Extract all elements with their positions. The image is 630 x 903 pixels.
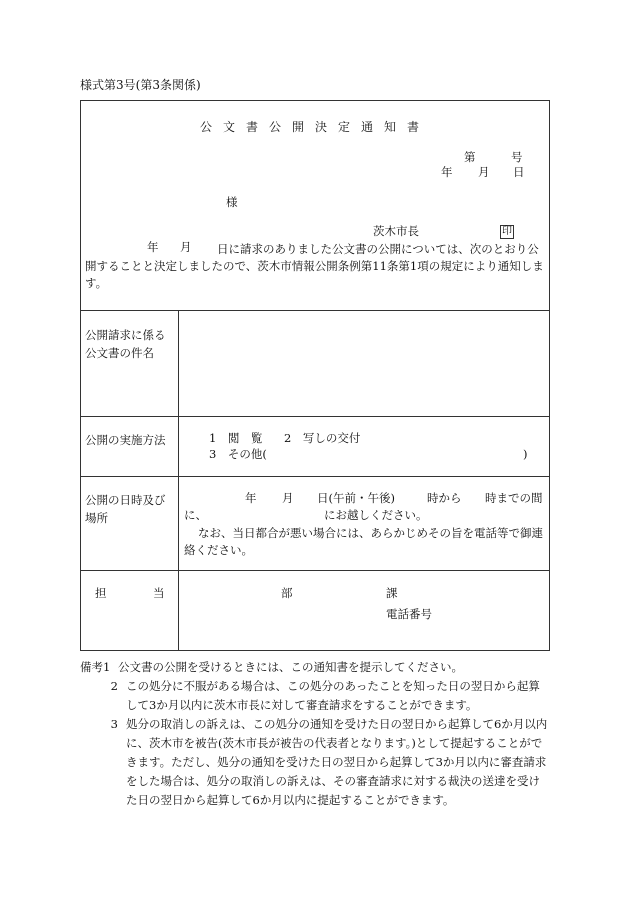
issuer-name: 茨木市長 [373,224,419,238]
person-label-1: 担 [95,586,107,600]
dt-day-ampm: 日(午前・午後) [317,491,395,505]
row-divider [81,570,549,571]
remark-text: この処分に不服がある場合は、この処分のあったことを知った日の翌日から起算して3か月以内に茨木市長に対して審査請求をすることができます。 [126,679,540,712]
person-label-2: 当 [153,586,165,600]
dt-month: 月 [282,491,294,505]
seal-mark [500,224,514,239]
method-label: 公開の実施方法 [85,433,166,447]
remark-text: 処分の取消しの訴えは、この処分の通知を受けた日の翌日から起算して6か月以内に、茨木市を被告(茨木市長が被告の代表者となります。)として提起することができます。ただし、処分の通知を受けた日の翌日から起算して3か月以内に審査請求をした場合は、処分の取消しの訴えは、その審査請求に対する裁決の送達を受けた日の翌日から起算して6か月以内に提起することができます。 [126,717,548,807]
row-divider [81,476,549,477]
form-number-label: 様式第3号(第3条関係) [80,78,201,92]
remarks-section [80,658,550,810]
notice-form-frame [80,100,550,651]
document-name-label: 公開請求に係る公文書の件名 [85,328,166,360]
document-title: 公文書公開決定通知書 [199,120,430,134]
date-month: 月 [478,165,490,179]
number-go: 号 [511,150,523,164]
number-dai: 第 [464,150,476,164]
dt-visit: にお越しください。 [324,508,428,522]
dept-label: 部 [281,586,293,600]
dt-note: なお、当日都合が悪い場合には、あらかじめその旨を電話等で御連絡ください。 [184,526,543,557]
column-divider [178,310,179,651]
seal-text: 印 [502,226,512,237]
date-year: 年 [441,165,453,179]
intro-paragraph: 日に請求のありました公文書の公開については、次のとおり公開することと決定しましたので、茨木市情報公開条例第11条第1項の規定により通知します。 [85,242,544,290]
method-option-other-close: ) [523,447,528,461]
row-divider [81,416,549,417]
method-option-view: 1 閲 覧 [209,431,263,445]
row-divider [81,310,549,311]
remark-item [80,715,550,810]
intro-month: 月 [180,240,192,254]
datetime-place-label: 公開の日時及び場所 [85,493,166,525]
phone-label: 電話番号 [386,607,432,621]
date-day: 日 [513,165,525,179]
dt-until: 時までの間 [485,491,543,505]
remark-item [80,677,550,715]
dt-year: 年 [245,491,257,505]
remark-item [80,658,550,677]
intro-year: 年 [147,240,159,254]
dt-ni: に、 [184,508,207,522]
section-label: 課 [386,586,398,600]
remark-text: 公文書の公開を受けるときには、この通知書を提示してください。 [118,660,463,674]
method-option-other: 3 その他( [209,447,267,461]
remark-number: 3 [110,717,118,731]
remark-number: 備考1 [80,660,111,674]
remark-number: 2 [110,679,118,693]
addressee-suffix: 様 [226,195,238,209]
dt-from: 時から [427,491,462,505]
method-option-copy: 2 写しの交付 [284,431,361,445]
